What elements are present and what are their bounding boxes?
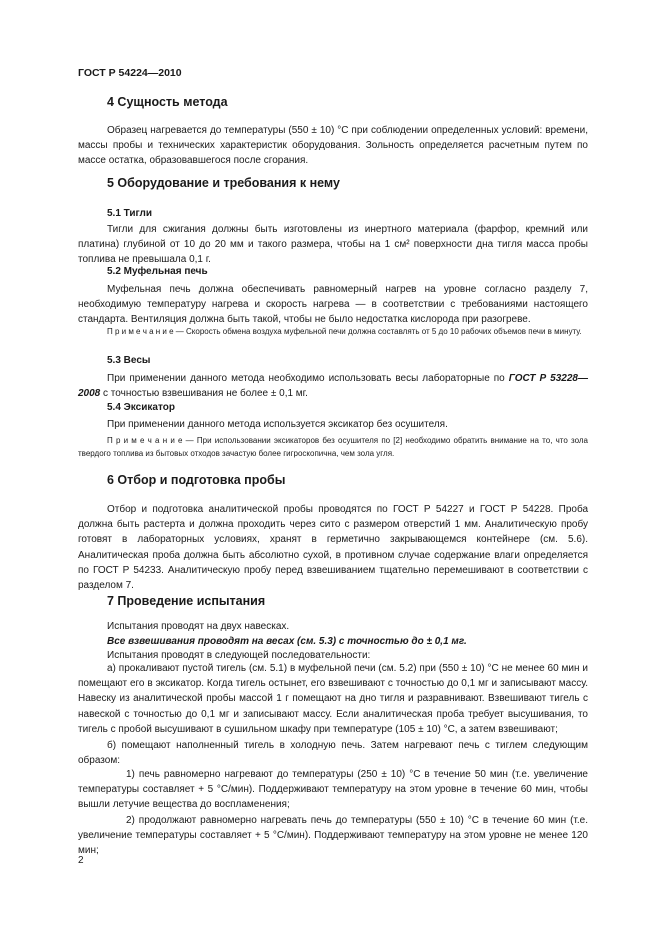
subsection-5-1-title: 5.1 Тигли bbox=[107, 208, 152, 219]
section-4-title: 4 Сущность метода bbox=[107, 95, 228, 109]
subsection-5-2-title: 5.2 Муфельная печь bbox=[107, 266, 208, 277]
subsection-5-3-text-b: с точностью взвешивания не более ± 0,1 мг. bbox=[100, 388, 308, 400]
subsection-5-4-note: П р и м е ч а н и е — При использовании эксикаторов без осушителя по [2] необходимо обратить внимание на то, что зола твердого топлива из бытовых отходов зачастую более гигроскопична, чем зола угля. bbox=[78, 436, 588, 458]
step-b1-paragraph: 1) печь равномерно нагревают до температуры (250 ± 10) °С в течение 50 мин (т.е. увеличение температуры составляет + 5 °С/мин). Поддерживают температуру на этом уровне в течение 60 мин, чтобы вышли летучие вещества до воспламенения; bbox=[78, 769, 588, 811]
subsection-5-4-title: 5.4 Эксикатор bbox=[107, 402, 175, 413]
subsection-5-2-note: П р и м е ч а н и е — Скорость обмена воздуха муфельной печи должна составлять от 5 до 10 рабочих объемов печи в минуту. bbox=[107, 327, 582, 336]
section-6-paragraph: Отбор и подготовка аналитической пробы проводятся по ГОСТ Р 54227 и ГОСТ Р 54228. Проба должна быть растерта и должна проходить через сито с размером отверстий 1 мм. Аналитическую пробу готовят в лабораторных условиях, хранят в герметично закрывающемся контейнере (см. 5.6). Аналитическая проба должна быть абсолютно сухой, в противном случае содержание влаги определяется по ГОСТ Р 54233. Аналитическую пробу перед взвешиванием тщательно перемешивают в соответствии с разделом 7. bbox=[78, 504, 588, 592]
step-a-paragraph: а) прокаливают пустой тигель (см. 5.1) в муфельной печи (см. 5.2) при (550 ± 10) °С не менее 60 мин и помещают его в эксикатор. Когда тигель остынет, его взвешивают с точностью до 0,1 мг и записывают массу. Навеску из аналитической пробы массой 1 г помещают на дно тигля и разравнивают. Взвешивают тигель с навеской с точностью до 0,1 мг и записывают массу. Если аналитическая проба требует высушивания, то тигель с пробой высушивают в сушильном шкафу при температуре (105 ± 10) °С, а затем взвешивают; bbox=[78, 663, 588, 735]
section-4-paragraph: Образец нагревается до температуры (550 ± 10) °С при соблюдении определенных условий: времени, массы пробы и технических характеристик оборудования. Зольность определяется расчетным путем по массе остатка, образовавшегося после сгорания. bbox=[78, 125, 588, 167]
subsection-5-3-paragraph bbox=[78, 371, 588, 401]
section-7-line-2: Все взвешивания проводят на весах (см. 5.3) с точностью до ± 0,1 мг. bbox=[107, 636, 467, 647]
standard-header: ГОСТ Р 54224—2010 bbox=[78, 67, 182, 79]
section-6-title: 6 Отбор и подготовка пробы bbox=[107, 473, 286, 487]
subsection-5-1-paragraph: Тигли для сжигания должны быть изготовлены из инертного материала (фарфор, кремний или платина) глубиной от 10 до 20 мм и такого размера, чтобы на 1 см² поверхности дна тигля масса пробы топлива не превышала 0,1 г. bbox=[78, 224, 588, 266]
step-b-paragraph: б) помещают наполненный тигель в холодную печь. Затем нагревают печь с тиглем следующим образом: bbox=[78, 740, 588, 767]
section-7-line-3: Испытания проводят в следующей последовательности: bbox=[107, 650, 371, 661]
subsection-5-3-title: 5.3 Весы bbox=[107, 355, 151, 366]
standard-reference: ГОСТ Р 53228—2008 bbox=[78, 373, 588, 400]
section-7-line-1: Испытания проводят на двух навесках. bbox=[107, 621, 290, 632]
subsection-5-4-paragraph: При применении данного метода используется эксикатор без осушителя. bbox=[107, 419, 448, 430]
section-5-title: 5 Оборудование и требования к нему bbox=[107, 176, 340, 190]
page-number: 2 bbox=[78, 855, 84, 866]
subsection-5-2-paragraph: Муфельная печь должна обеспечивать равномерный нагрев на уровне согласно разделу 7, необходимую температуру нагрева и скорость нагрева — в соответствии с требованиями настоящего стандарта. Вентиляция должна быть такой, чтобы не было недостатка кислорода при разогреве. bbox=[78, 284, 588, 326]
section-7-title: 7 Проведение испытания bbox=[107, 594, 266, 608]
subsection-5-3-text-a: При применении данного метода необходимо использовать весы лабораторные по bbox=[107, 373, 509, 384]
step-b2-paragraph: 2) продолжают равномерно нагревать печь до температуры (550 ± 10) °С в течение 60 мин (т.е. увеличение температуры составляет + 5 °С/мин). Поддерживают температуру на этом уровне не менее 120 мин; bbox=[78, 815, 588, 857]
